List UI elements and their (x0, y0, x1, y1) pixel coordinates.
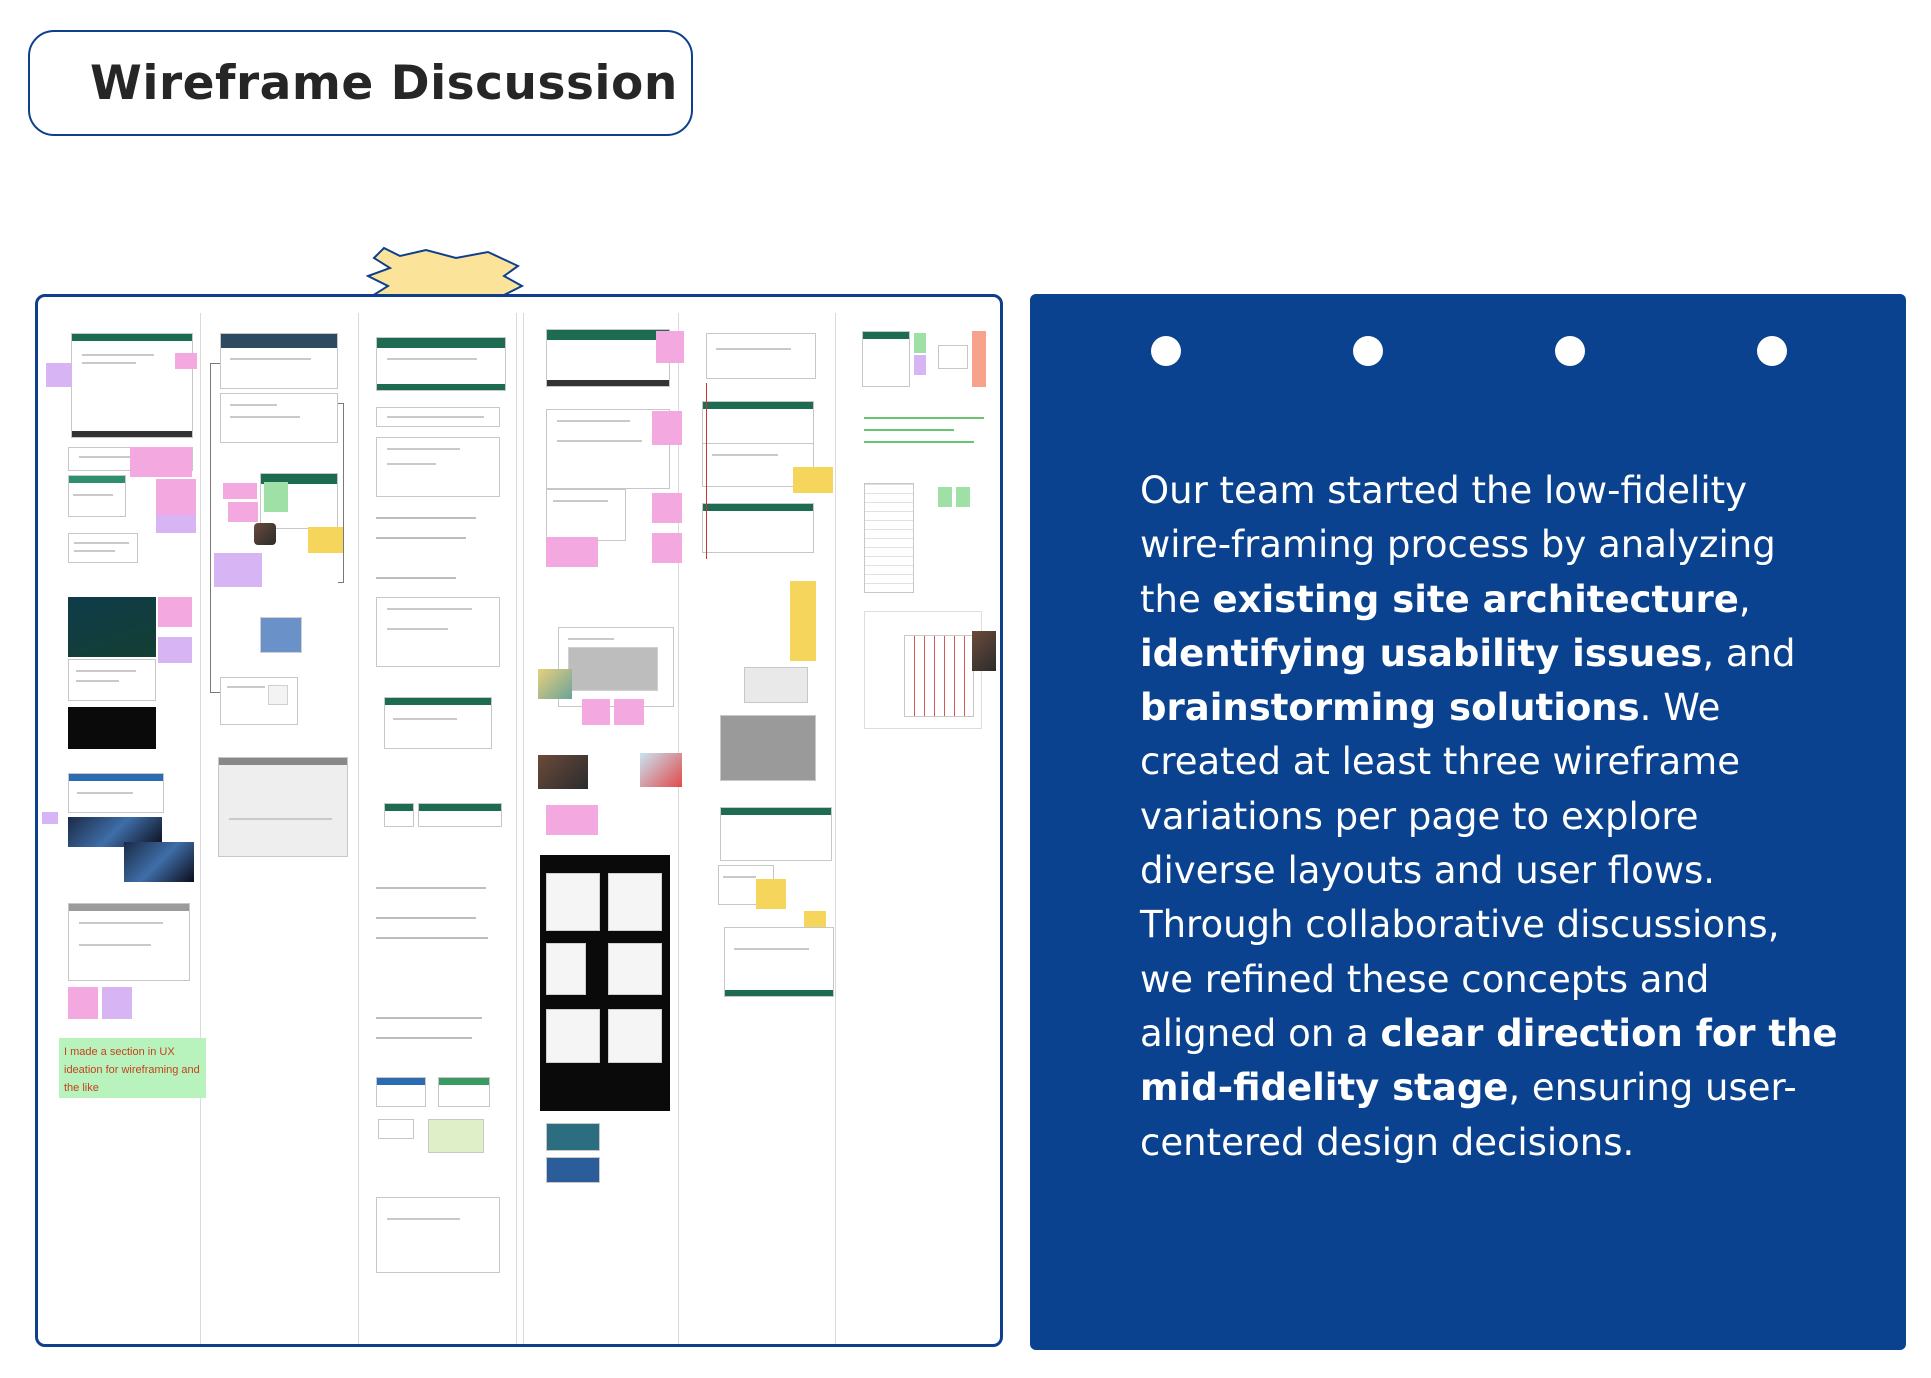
text-line (376, 577, 456, 579)
sticky-note (790, 581, 816, 661)
binder-hole (1151, 336, 1181, 366)
sticky-note (156, 515, 196, 533)
text-line (864, 417, 984, 419)
text-run: , ensuring user-centered design decisions. (1140, 1066, 1797, 1164)
wireframe-thumbnail (384, 697, 492, 749)
sketch-grid (864, 483, 914, 593)
sticky-note (972, 331, 986, 387)
wireframe-thumbnail (724, 927, 834, 997)
column-divider (358, 313, 359, 1344)
sticky-note (46, 363, 72, 387)
wireframe-thumbnail (938, 345, 968, 369)
wireframe-thumbnail (220, 333, 338, 389)
wireframe-thumbnail (68, 533, 138, 563)
photo-thumbnail (538, 755, 588, 789)
wireframe-thumbnail (376, 407, 500, 427)
binder-hole (1555, 336, 1585, 366)
column-divider (516, 313, 517, 1344)
flow-connector (706, 383, 707, 559)
wireframe-thumbnail (428, 1119, 484, 1153)
sticky-note (582, 699, 610, 725)
wireframe-thumbnail (376, 437, 500, 497)
wireframe-thumbnail (546, 873, 600, 931)
sticky-note (914, 333, 926, 353)
sticky-note (102, 987, 132, 1019)
illustration-thumbnail (640, 753, 682, 787)
photo-thumbnail (972, 631, 996, 671)
sticky-note-text: I made a section in UX ideation for wireframing and the like (59, 1038, 206, 1098)
illustration-thumbnail (538, 669, 572, 699)
sticky-note (264, 482, 288, 512)
sticky-note (228, 502, 258, 522)
page-title: Wireframe Discussion (90, 55, 678, 111)
sticky-note (546, 805, 598, 835)
column-divider (835, 313, 836, 1344)
wireframe-thumbnail (220, 393, 338, 443)
column-divider (200, 313, 201, 1344)
wireframe-thumbnail (706, 333, 816, 379)
image-placeholder (268, 685, 288, 705)
wireframe-thumbnail (546, 1157, 600, 1183)
wireframe-thumbnail (720, 807, 832, 861)
sticky-note (652, 411, 682, 445)
text-run: , (1738, 577, 1751, 621)
wireframe-thumbnail (546, 489, 626, 541)
wireframe-board (35, 294, 1003, 1347)
wireframe-thumbnail (418, 803, 502, 827)
sticky-note (956, 487, 970, 507)
photo-thumbnail (254, 523, 276, 545)
wireframe-thumbnail (68, 659, 156, 701)
sticky-note (214, 553, 262, 587)
text-run: . We created at least three wireframe variations per page to explore diverse layouts and user flows. Through collaborative discussions, we refined these concepts and aligned on a (1140, 686, 1780, 1055)
flow-connector (338, 403, 344, 583)
text-run-bold: clear direction for the mid-fidelity stage (1140, 1011, 1838, 1110)
text-run: , and (1702, 631, 1796, 675)
text-line (376, 517, 476, 519)
text-line (376, 917, 476, 919)
text-line (376, 537, 466, 539)
wireframe-thumbnail (376, 337, 506, 391)
sticky-note (158, 597, 192, 627)
sticky-note (546, 537, 598, 567)
wireframe-thumbnail (546, 1123, 600, 1151)
sticky-note (156, 479, 196, 519)
screenshot-thumbnail (68, 597, 156, 657)
sketch-grid (904, 635, 974, 717)
text-line (376, 1017, 482, 1019)
screenshot-thumbnail (124, 842, 194, 882)
text-run-bold: brainstorming solutions (1140, 686, 1640, 730)
wireframe-thumbnail (376, 1197, 500, 1273)
sticky-note (656, 331, 684, 363)
wireframe-thumbnail (71, 333, 193, 438)
wireframe-thumbnail (608, 1009, 662, 1063)
wireframe-thumbnail (384, 803, 414, 827)
text-line (376, 887, 486, 889)
text-line (864, 441, 974, 443)
wireframe-thumbnail (376, 597, 500, 667)
sticky-note (68, 987, 98, 1019)
wireframe-thumbnail (702, 401, 814, 445)
wireframe-thumbnail (68, 903, 190, 981)
sticky-note (614, 699, 644, 725)
wireframe-thumbnail (702, 503, 814, 553)
screenshot-thumbnail (68, 707, 156, 749)
text-line (864, 429, 954, 431)
description-panel (1030, 294, 1906, 1350)
sticky-note (175, 353, 197, 369)
text-run: Our team started the low-fidelity wire-framing process by analyzing the (1140, 469, 1776, 621)
wireframe-thumbnail (68, 475, 126, 517)
binder-hole (1757, 336, 1787, 366)
sticky-note (130, 447, 192, 477)
sticky-note (158, 637, 192, 663)
wireframe-thumbnail (608, 943, 662, 995)
wireframe-thumbnail (546, 1009, 600, 1063)
sticky-note (914, 355, 926, 375)
image-placeholder (260, 617, 302, 653)
sticky-note (652, 533, 682, 563)
wireframe-thumbnail (376, 1077, 426, 1107)
sticky-note (793, 467, 833, 493)
sticky-note (652, 493, 682, 523)
text-run-bold: existing site architecture (1212, 577, 1739, 621)
wireframe-thumbnail (438, 1077, 490, 1107)
wireframe-thumbnail (68, 773, 164, 813)
column-divider (678, 313, 679, 1344)
sticky-note (42, 812, 58, 824)
wireframe-thumbnail (862, 331, 910, 387)
title-badge (28, 30, 693, 136)
flow-connector (210, 363, 220, 693)
image-placeholder (568, 647, 658, 691)
wireframe-thumbnail (218, 757, 348, 857)
wireframe-thumbnail (720, 715, 816, 781)
sticky-note (223, 483, 257, 499)
wireframe-thumbnail (546, 329, 670, 387)
sticky-note (756, 879, 786, 909)
wireframe-thumbnail (608, 873, 662, 931)
wireframe-thumbnail (378, 1119, 414, 1139)
sticky-note (938, 487, 952, 507)
text-line (376, 937, 488, 939)
text-line (376, 1037, 472, 1039)
wireframe-thumbnail (744, 667, 808, 703)
column-divider (523, 313, 524, 1344)
description-paragraph (1140, 464, 1840, 1170)
wireframe-thumbnail (546, 943, 586, 995)
binder-hole (1353, 336, 1383, 366)
text-run-bold: identifying usability issues (1140, 631, 1703, 675)
